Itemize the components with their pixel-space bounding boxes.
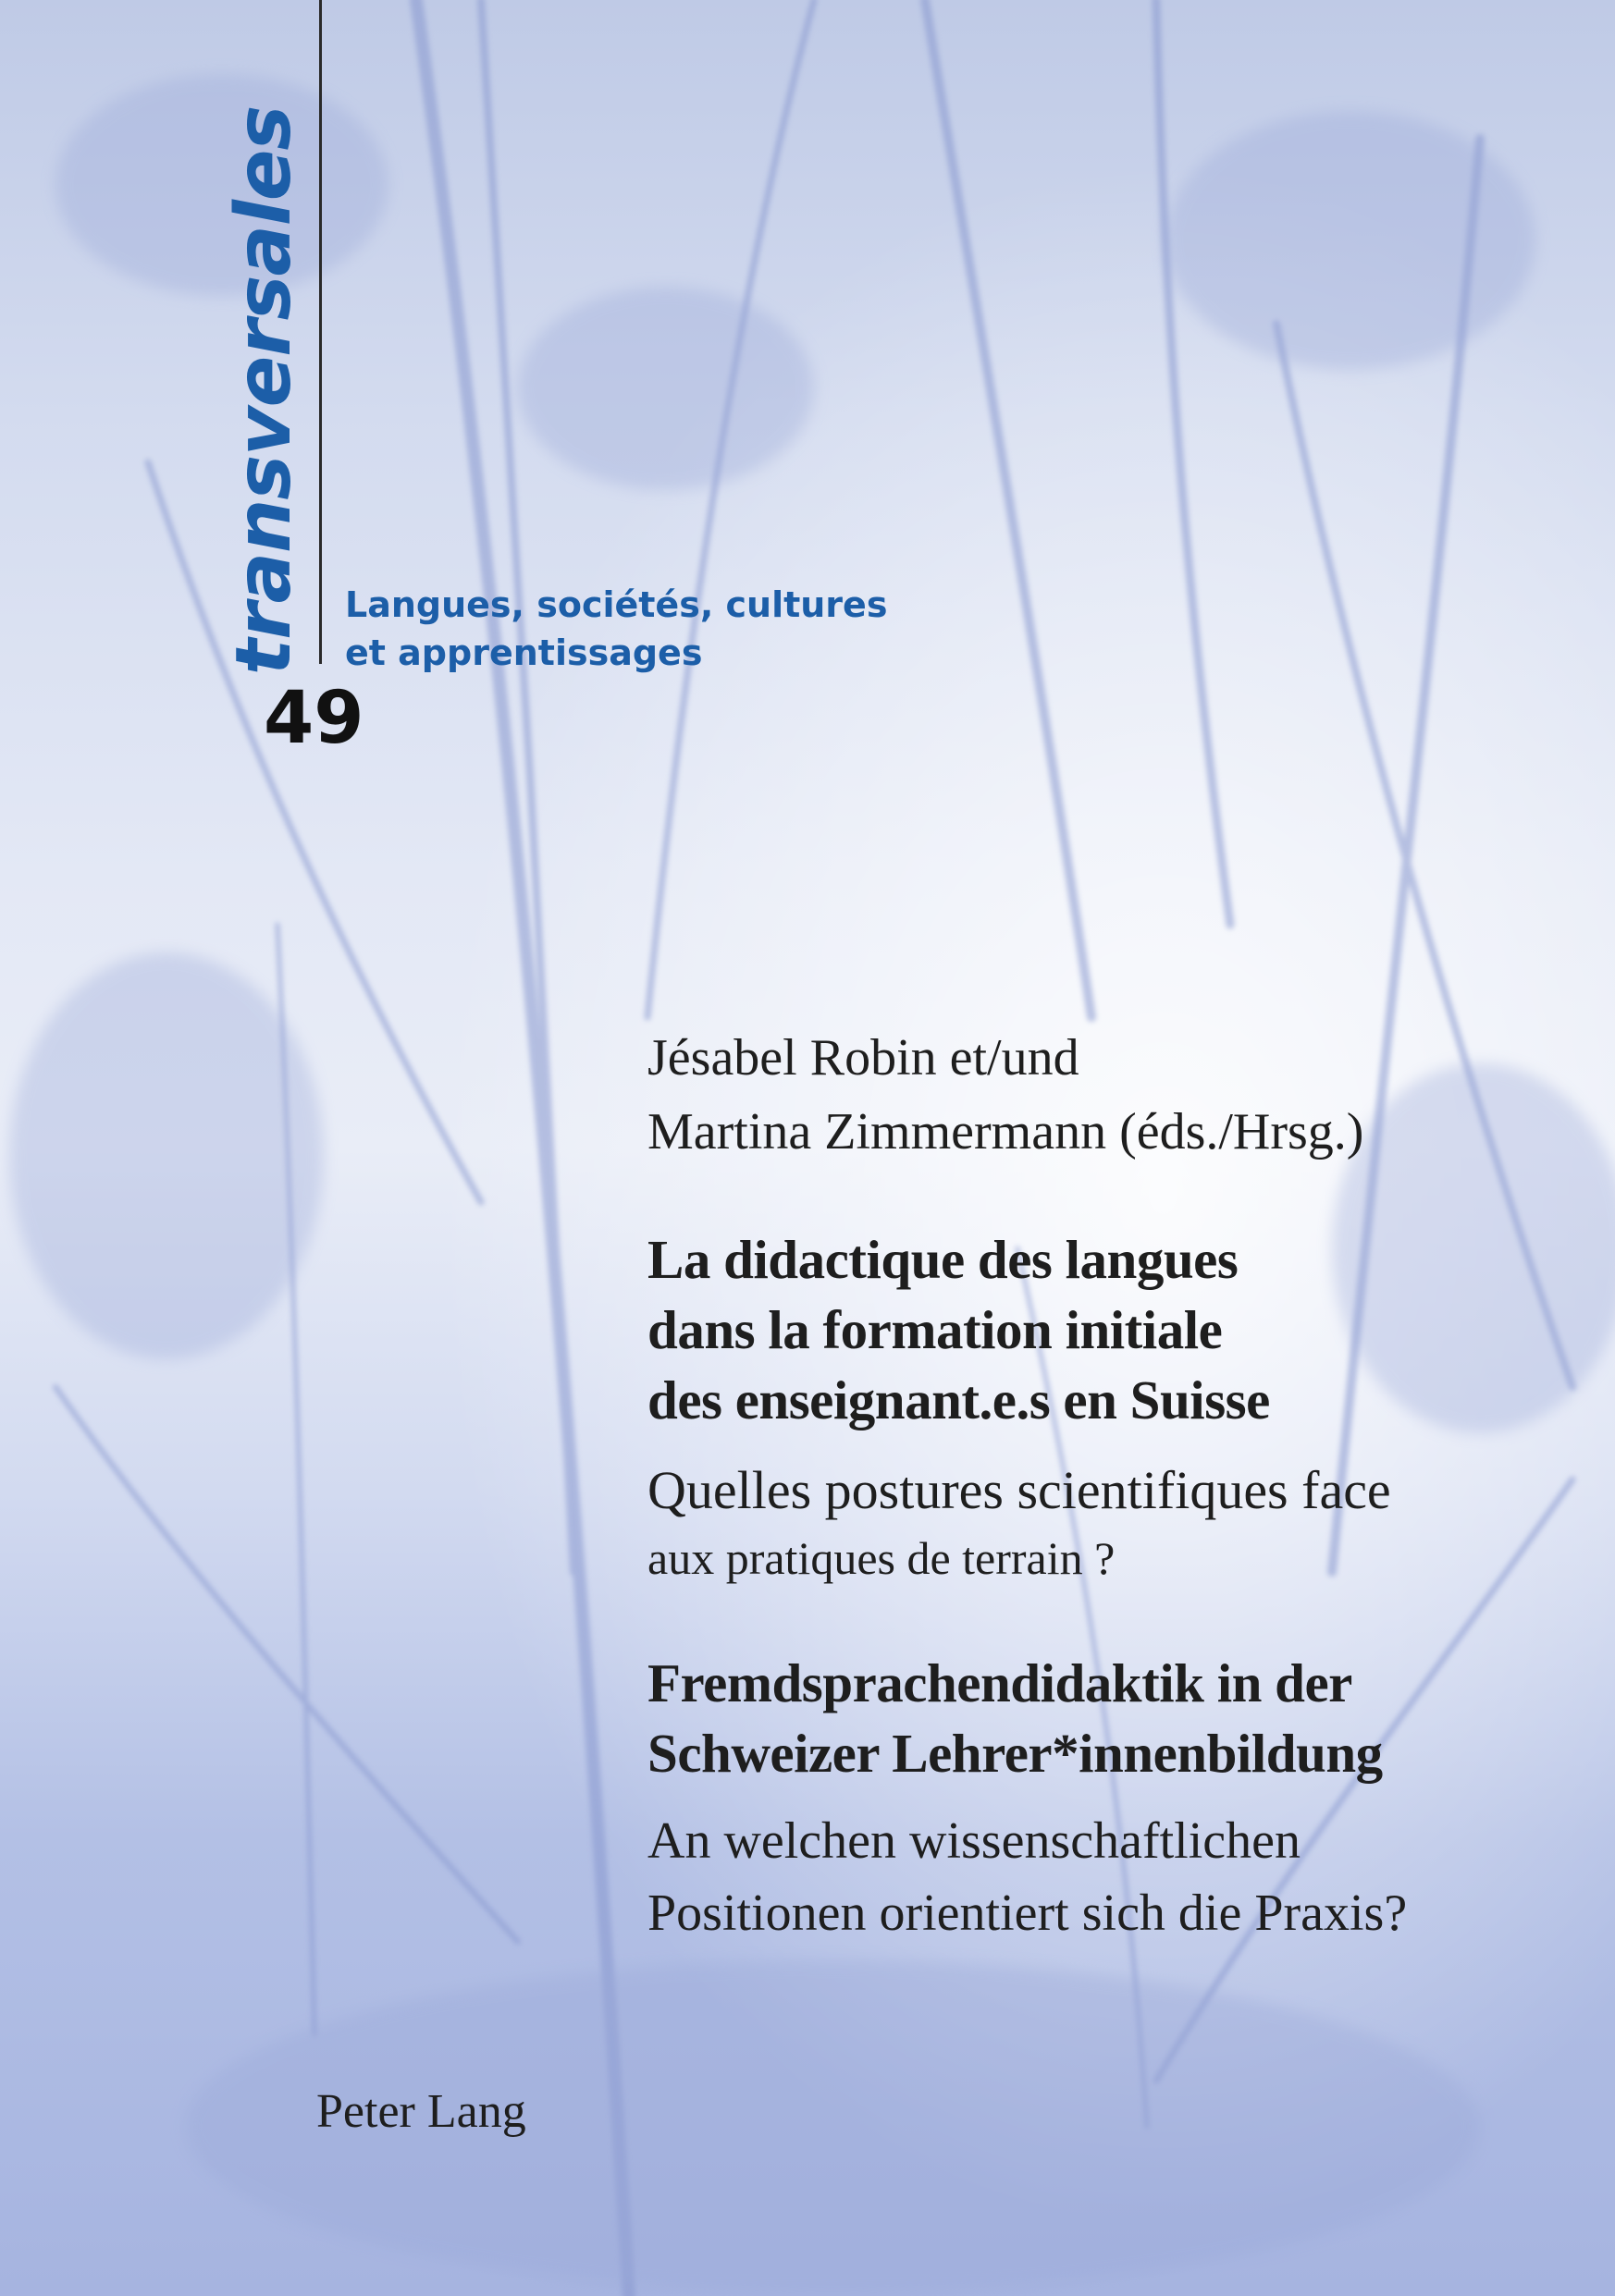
editor-line2: Martina Zimmermann (éds./Hrsg.) [647,1103,1364,1160]
german-title [647,1648,1383,1788]
series-subtitle [345,581,887,677]
series-subtitle-line2: et apprentissages [345,632,703,673]
german-subtitle [647,1805,1407,1949]
french-title [647,1224,1270,1435]
french-title-line3: des enseignant.e.s en Suisse [647,1369,1270,1430]
french-title-line2: dans la formation initiale [647,1299,1223,1360]
editors [647,1021,1363,1169]
german-subtitle-line1: An welchen wissenschaftlichen [647,1812,1301,1870]
series-number: 49 [264,677,364,760]
german-title-line2: Schweizer Lehrer*innenbildung [647,1723,1383,1784]
series-divider [319,0,322,664]
editor-line1: Jésabel Robin et/und [647,1029,1079,1087]
french-subtitle-line1: Quelles postures scientifiques face [647,1460,1391,1520]
series-name: transversales [220,105,308,675]
french-title-line1: La didactique des langues [647,1229,1239,1290]
german-subtitle-line2: Positionen orientiert sich die Praxis? [647,1885,1408,1942]
french-subtitle-line2: aux pratiques de terrain ? [647,1532,1116,1584]
german-title-line1: Fremdsprachendidaktik in der [647,1652,1352,1713]
publisher-name: Peter Lang [316,2085,526,2138]
series-subtitle-line1: Langues, sociétés, cultures [345,584,888,625]
